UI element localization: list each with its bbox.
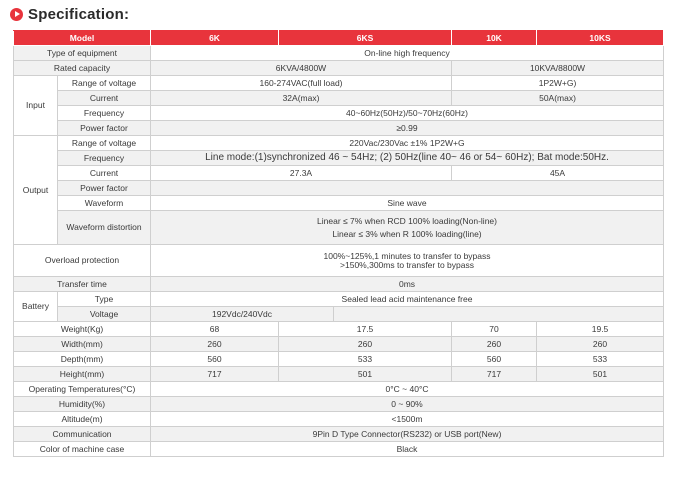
row-value — [151, 245, 664, 277]
value-6k: 160-274VAC(full load) — [151, 76, 452, 91]
row-label: Rated capacity — [14, 61, 151, 76]
row-value: 40~60Hz(50Hz)/50~70Hz(60Hz) — [151, 106, 664, 121]
table-row — [14, 121, 664, 136]
row-value: Black — [151, 442, 664, 457]
row-value: 9Pin D Type Connector(RS232) or USB port(New) — [151, 427, 664, 442]
value-6ks: 501 — [279, 367, 452, 382]
row-label: Transfer time — [14, 277, 151, 292]
value-10k: 560 — [452, 352, 537, 367]
header-10k: 10K — [452, 31, 537, 46]
row-value-empty — [151, 181, 664, 196]
table-row — [14, 91, 664, 106]
row-value: 0 ~ 90% — [151, 397, 664, 412]
overload-line-1: 100%~125%,1 minutes to transfer to bypass — [323, 250, 491, 261]
table-row — [14, 367, 664, 382]
row-label: Frequency — [58, 151, 151, 166]
row-label: Power factor — [58, 181, 151, 196]
group-label-input: Input — [14, 76, 58, 136]
row-label: Current — [58, 166, 151, 181]
row-label: Waveform distortion — [58, 211, 151, 245]
value-6k: 560 — [151, 352, 279, 367]
table-row — [14, 307, 664, 322]
value-10k: 1P2W+G) — [452, 76, 664, 91]
value-6ks: 533 — [279, 352, 452, 367]
row-value: On-line high frequency — [151, 46, 664, 61]
spec-title-text: Specification: — [28, 5, 130, 23]
row-value: 0°C ~ 40°C — [151, 382, 664, 397]
value-6ks: 260 — [279, 337, 452, 352]
table-row — [14, 292, 664, 307]
row-label: Width(mm) — [14, 337, 151, 352]
table-row — [14, 352, 664, 367]
table-row — [14, 76, 664, 91]
table-row — [14, 442, 664, 457]
row-label: Waveform — [58, 196, 151, 211]
table-row — [14, 337, 664, 352]
row-value: 192Vdc/240Vdc — [151, 307, 334, 322]
row-label: Weight(Kg) — [14, 322, 151, 337]
row-value: Sealed lead acid maintenance free — [151, 292, 664, 307]
header-6k: 6K — [151, 31, 279, 46]
value-10k: 10KVA/8800W — [452, 61, 664, 76]
table-row — [14, 211, 664, 245]
row-label: Voltage — [58, 307, 151, 322]
group-label-output: Output — [14, 136, 58, 245]
row-label: Range of voltage — [58, 76, 151, 91]
table-row — [14, 245, 664, 277]
row-label: Overload protection — [14, 245, 151, 277]
table-row — [14, 427, 664, 442]
row-label: Height(mm) — [14, 367, 151, 382]
table-row — [14, 106, 664, 121]
row-label: Altitude(m) — [14, 412, 151, 427]
row-label: Type — [58, 292, 151, 307]
table-row — [14, 322, 664, 337]
value-6k: 717 — [151, 367, 279, 382]
table-row — [14, 397, 664, 412]
value-6ks: 17.5 — [279, 322, 452, 337]
header-model: Model — [14, 31, 151, 46]
table-row — [14, 166, 664, 181]
value-6k: 68 — [151, 322, 279, 337]
value-10k: 717 — [452, 367, 537, 382]
table-row — [14, 412, 664, 427]
row-label: Color of machine case — [14, 442, 151, 457]
row-label: Communication — [14, 427, 151, 442]
table-row — [14, 136, 664, 151]
value-10k: 45A — [452, 166, 664, 181]
row-label: Current — [58, 91, 151, 106]
row-value: Line mode:(1)synchronized 46 ~ 54Hz; (2) 50Hz(line 40~ 46 or 54~ 60Hz); Bat mode:50Hz. — [151, 151, 664, 166]
row-value: 220Vac/230Vac ±1% 1P2W+G — [151, 136, 664, 151]
row-label: Type of equipment — [14, 46, 151, 61]
table-row — [14, 196, 664, 211]
row-label: Range of voltage — [58, 136, 151, 151]
row-label: Depth(mm) — [14, 352, 151, 367]
table-row — [14, 382, 664, 397]
table-row — [14, 61, 664, 76]
distortion-line-2: Linear ≤ 3% when R 100% loading(line) — [332, 228, 482, 239]
row-value: 0ms — [151, 277, 664, 292]
row-label: Humidity(%) — [14, 397, 151, 412]
row-value: ≥0.99 — [151, 121, 664, 136]
value-6k: 260 — [151, 337, 279, 352]
spec-table — [13, 30, 664, 457]
table-row — [14, 181, 664, 196]
header-6ks: 6KS — [279, 31, 452, 46]
value-10k: 260 — [452, 337, 537, 352]
value-6k: 27.3A — [151, 166, 452, 181]
row-label: Power factor — [58, 121, 151, 136]
row-value — [151, 211, 664, 245]
overload-line-2: >150%,300ms to transfer to bypass — [340, 259, 474, 270]
value-10k: 70 — [452, 322, 537, 337]
row-value: Sine wave — [151, 196, 664, 211]
header-row — [14, 31, 664, 46]
distortion-line-1: Linear ≤ 7% when RCD 100% loading(Non-line) — [317, 215, 497, 226]
value-10k: 50A(max) — [452, 91, 664, 106]
row-value: <1500m — [151, 412, 664, 427]
value-10ks: 260 — [537, 337, 664, 352]
table-row — [14, 277, 664, 292]
table-row — [14, 151, 664, 166]
row-label: Operating Temperatures(°C) — [14, 382, 151, 397]
value-10ks: 501 — [537, 367, 664, 382]
header-10ks: 10KS — [537, 31, 664, 46]
group-label-battery: Battery — [14, 292, 58, 322]
row-label: Frequency — [58, 106, 151, 121]
value-6k: 6KVA/4800W — [151, 61, 452, 76]
spec-title — [10, 4, 129, 24]
value-10ks: 19.5 — [537, 322, 664, 337]
row-value-empty — [334, 307, 664, 322]
value-10ks: 533 — [537, 352, 664, 367]
play-circle-icon — [10, 8, 23, 21]
value-6k: 32A(max) — [151, 91, 452, 106]
table-row — [14, 46, 664, 61]
